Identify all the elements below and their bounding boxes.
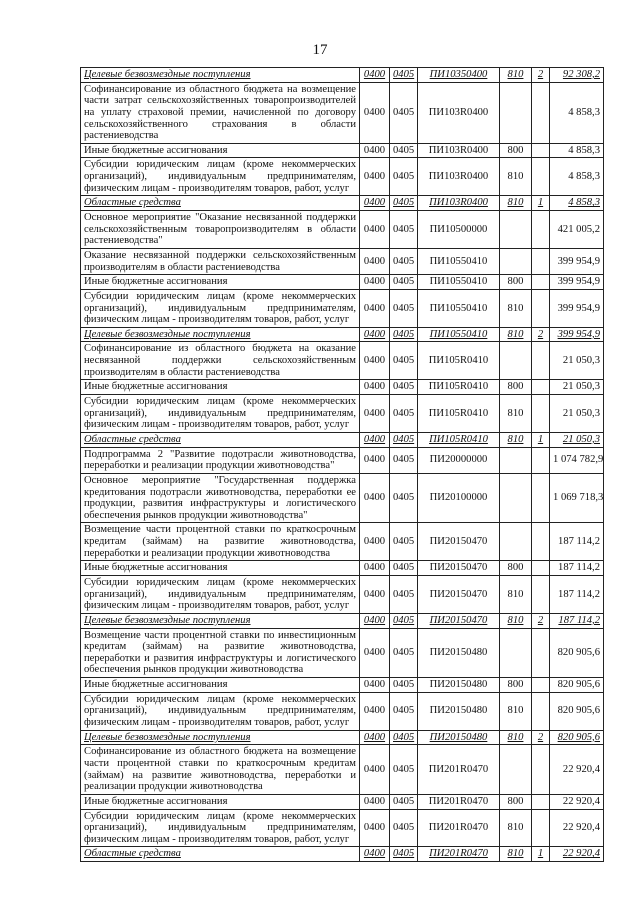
row-name: Субсидии юридическим лицам (кроме некоммерческих организаций), индивидуальным предпринимателям, физическим лицам - производителям товаров, работ, услуг [81,809,360,847]
target-article-code: ПИ20150470 [418,523,500,561]
expense-type-code: 810 [500,68,532,83]
funding-source-code [532,745,550,795]
target-article-code: ПИ20150480 [418,628,500,678]
subsection-code: 0405 [390,678,418,693]
target-article-code: ПИ105R0410 [418,380,500,395]
expense-type-code: 810 [500,730,532,745]
budget-table [80,67,604,862]
section-code: 0400 [360,82,390,143]
table-row [81,730,604,745]
expense-type-code [500,447,532,473]
section-code: 0400 [360,730,390,745]
section-code: 0400 [360,809,390,847]
expense-type-code: 810 [500,289,532,327]
amount: 187 114,2 [550,613,604,628]
funding-source-code [532,794,550,809]
expense-type-code: 810 [500,158,532,196]
section-code: 0400 [360,342,390,380]
section-code: 0400 [360,211,390,249]
row-name: Иные бюджетные ассигнования [81,678,360,693]
target-article-code: ПИ20150480 [418,730,500,745]
funding-source-code: 2 [532,730,550,745]
amount: 21 050,3 [550,380,604,395]
table-row [81,196,604,211]
expense-type-code: 810 [500,575,532,613]
row-name: Возмещение части процентной ставки по краткосрочным кредитам (займам) на развитие животноводства, переработки и реализации продукции животноводства [81,523,360,561]
expense-type-code: 800 [500,143,532,158]
section-code: 0400 [360,794,390,809]
row-name: Областные средства [81,432,360,447]
subsection-code: 0405 [390,561,418,576]
subsection-code: 0405 [390,82,418,143]
row-name: Иные бюджетные ассигнования [81,561,360,576]
section-code: 0400 [360,275,390,290]
table-row [81,561,604,576]
target-article-code: ПИ201R0470 [418,794,500,809]
funding-source-code: 2 [532,327,550,342]
target-article-code: ПИ20100000 [418,473,500,523]
table-row [81,447,604,473]
row-name: Субсидии юридическим лицам (кроме некоммерческих организаций), индивидуальным предпринимателям, физическим лицам - производителям товаров, работ, услуг [81,395,360,433]
amount: 4 858,3 [550,82,604,143]
table-row [81,432,604,447]
target-article-code: ПИ20150470 [418,561,500,576]
table-row [81,745,604,795]
expense-type-code: 810 [500,395,532,433]
target-article-code: ПИ20150480 [418,678,500,693]
section-code: 0400 [360,473,390,523]
subsection-code: 0405 [390,143,418,158]
section-code: 0400 [360,561,390,576]
funding-source-code [532,82,550,143]
row-name: Областные средства [81,847,360,862]
expense-type-code: 800 [500,380,532,395]
subsection-code: 0405 [390,575,418,613]
subsection-code: 0405 [390,211,418,249]
section-code: 0400 [360,327,390,342]
amount: 21 050,3 [550,342,604,380]
row-name: Целевые безвозмездные поступления [81,68,360,83]
amount: 187 114,2 [550,575,604,613]
amount: 399 954,9 [550,289,604,327]
row-name: Субсидии юридическим лицам (кроме некоммерческих организаций), индивидуальным предпринимателям, физическим лицам - производителям товаров, работ, услуг [81,289,360,327]
amount: 399 954,9 [550,248,604,274]
row-name: Софинансирование из областного бюджета на возмещение части процентной ставки по краткосрочным кредитам (займам) на развитие животноводства, переработки и реализации продукции животноводства [81,745,360,795]
section-code: 0400 [360,68,390,83]
section-code: 0400 [360,523,390,561]
amount: 22 920,4 [550,847,604,862]
amount: 820 905,6 [550,628,604,678]
expense-type-code: 810 [500,809,532,847]
amount: 22 920,4 [550,809,604,847]
target-article-code: ПИ10350400 [418,68,500,83]
funding-source-code: 1 [532,196,550,211]
amount: 187 114,2 [550,523,604,561]
row-name: Субсидии юридическим лицам (кроме некоммерческих организаций), индивидуальным предпринимателям, физическим лицам - производителям товаров, работ, услуг [81,692,360,730]
row-name: Областные средства [81,196,360,211]
target-article-code: ПИ105R0410 [418,395,500,433]
section-code: 0400 [360,143,390,158]
section-code: 0400 [360,395,390,433]
funding-source-code [532,575,550,613]
funding-source-code: 1 [532,847,550,862]
table-row [81,248,604,274]
expense-type-code: 810 [500,432,532,447]
row-name: Софинансирование из областного бюджета на оказание несвязанной поддержки сельскохозяйственным производителям в области растениеводства [81,342,360,380]
row-name: Субсидии юридическим лицам (кроме некоммерческих организаций), индивидуальным предпринимателям, физическим лицам - производителям товаров, работ, услуг [81,575,360,613]
section-code: 0400 [360,248,390,274]
subsection-code: 0405 [390,628,418,678]
subsection-code: 0405 [390,730,418,745]
amount: 22 920,4 [550,794,604,809]
amount: 22 920,4 [550,745,604,795]
expense-type-code: 810 [500,327,532,342]
amount: 21 050,3 [550,432,604,447]
table-row [81,613,604,628]
table-row [81,847,604,862]
subsection-code: 0405 [390,523,418,561]
section-code: 0400 [360,158,390,196]
funding-source-code [532,523,550,561]
expense-type-code: 800 [500,678,532,693]
subsection-code: 0405 [390,447,418,473]
subsection-code: 0405 [390,847,418,862]
subsection-code: 0405 [390,794,418,809]
amount: 4 858,3 [550,196,604,211]
amount: 4 858,3 [550,158,604,196]
funding-source-code [532,342,550,380]
target-article-code: ПИ10550410 [418,327,500,342]
row-name: Оказание несвязанной поддержки сельскохозяйственным производителям в области растениеводства [81,248,360,274]
funding-source-code [532,380,550,395]
table-row [81,68,604,83]
expense-type-code: 810 [500,847,532,862]
row-name: Возмещение части процентной ставки по инвестиционным кредитам (займам) на развитие животноводства, переработки и развития инфраструктуры и логистического обеспечения рынков продукции животноводства [81,628,360,678]
table-row [81,628,604,678]
subsection-code: 0405 [390,473,418,523]
subsection-code: 0405 [390,613,418,628]
target-article-code: ПИ201R0470 [418,745,500,795]
target-article-code: ПИ20000000 [418,447,500,473]
amount: 820 905,6 [550,678,604,693]
funding-source-code [532,447,550,473]
table-row [81,395,604,433]
expense-type-code: 800 [500,561,532,576]
amount: 187 114,2 [550,561,604,576]
table-row [81,327,604,342]
target-article-code: ПИ20150480 [418,692,500,730]
expense-type-code: 800 [500,794,532,809]
row-name: Иные бюджетные ассигнования [81,380,360,395]
expense-type-code [500,82,532,143]
funding-source-code [532,289,550,327]
target-article-code: ПИ20150470 [418,575,500,613]
target-article-code: ПИ201R0470 [418,809,500,847]
subsection-code: 0405 [390,692,418,730]
subsection-code: 0405 [390,327,418,342]
expense-type-code [500,211,532,249]
section-code: 0400 [360,447,390,473]
funding-source-code [532,158,550,196]
target-article-code: ПИ10550410 [418,275,500,290]
section-code: 0400 [360,692,390,730]
section-code: 0400 [360,196,390,211]
expense-type-code [500,473,532,523]
target-article-code: ПИ103R0400 [418,196,500,211]
funding-source-code: 1 [532,432,550,447]
funding-source-code [532,143,550,158]
amount: 21 050,3 [550,395,604,433]
table-row [81,473,604,523]
subsection-code: 0405 [390,68,418,83]
amount: 399 954,9 [550,327,604,342]
funding-source-code [532,473,550,523]
subsection-code: 0405 [390,275,418,290]
target-article-code: ПИ103R0400 [418,82,500,143]
funding-source-code: 2 [532,613,550,628]
table-row [81,523,604,561]
section-code: 0400 [360,432,390,447]
row-name: Основное мероприятие "Государственная поддержка кредитования подотрасли животноводства, переработки ее продукции, развития инфраструктуры и логистического обеспечения рынков продукции животноводства" [81,473,360,523]
budget-table-body [81,68,604,862]
funding-source-code [532,628,550,678]
subsection-code: 0405 [390,809,418,847]
section-code: 0400 [360,289,390,327]
amount: 820 905,6 [550,692,604,730]
row-name: Иные бюджетные ассигнования [81,275,360,290]
table-row [81,211,604,249]
subsection-code: 0405 [390,395,418,433]
target-article-code: ПИ10550410 [418,248,500,274]
funding-source-code [532,809,550,847]
subsection-code: 0405 [390,158,418,196]
subsection-code: 0405 [390,196,418,211]
expense-type-code [500,342,532,380]
table-row [81,342,604,380]
funding-source-code [532,248,550,274]
funding-source-code: 2 [532,68,550,83]
expense-type-code [500,628,532,678]
table-row [81,575,604,613]
row-name: Субсидии юридическим лицам (кроме некоммерческих организаций), индивидуальным предпринимателям, физическим лицам - производителям товаров, работ, услуг [81,158,360,196]
funding-source-code [532,692,550,730]
row-name: Основное мероприятие "Оказание несвязанной поддержки сельскохозяйственным товаропроизводителям в области растениеводства" [81,211,360,249]
amount: 92 308,2 [550,68,604,83]
subsection-code: 0405 [390,289,418,327]
amount: 1 074 782,9 [550,447,604,473]
table-row [81,678,604,693]
target-article-code: ПИ103R0400 [418,158,500,196]
section-code: 0400 [360,678,390,693]
funding-source-code [532,678,550,693]
row-name: Целевые безвозмездные поступления [81,613,360,628]
target-article-code: ПИ201R0470 [418,847,500,862]
subsection-code: 0405 [390,745,418,795]
expense-type-code: 810 [500,613,532,628]
section-code: 0400 [360,613,390,628]
target-article-code: ПИ10500000 [418,211,500,249]
expense-type-code: 810 [500,692,532,730]
row-name: Иные бюджетные ассигнования [81,143,360,158]
expense-type-code [500,745,532,795]
amount: 820 905,6 [550,730,604,745]
amount: 4 858,3 [550,143,604,158]
funding-source-code [532,561,550,576]
table-row [81,143,604,158]
section-code: 0400 [360,628,390,678]
expense-type-code [500,248,532,274]
table-row [81,158,604,196]
row-name: Софинансирование из областного бюджета на возмещение части затрат сельскохозяйственных товаропроизводителей на уплату страховой премии, начисленной по договору сельскохозяйственного страхования в области растениеводства [81,82,360,143]
amount: 421 005,2 [550,211,604,249]
row-name: Подпрограмма 2 "Развитие подотрасли животноводства, переработки и реализации продукции животноводства" [81,447,360,473]
amount: 399 954,9 [550,275,604,290]
section-code: 0400 [360,745,390,795]
expense-type-code: 800 [500,275,532,290]
table-row [81,380,604,395]
table-row [81,82,604,143]
amount: 1 069 718,3 [550,473,604,523]
table-row [81,692,604,730]
row-name: Иные бюджетные ассигнования [81,794,360,809]
table-row [81,275,604,290]
section-code: 0400 [360,847,390,862]
subsection-code: 0405 [390,342,418,380]
target-article-code: ПИ10550410 [418,289,500,327]
target-article-code: ПИ103R0400 [418,143,500,158]
subsection-code: 0405 [390,248,418,274]
funding-source-code [532,395,550,433]
target-article-code: ПИ105R0410 [418,432,500,447]
table-row [81,289,604,327]
funding-source-code [532,211,550,249]
table-row [81,809,604,847]
target-article-code: ПИ105R0410 [418,342,500,380]
expense-type-code: 810 [500,196,532,211]
section-code: 0400 [360,380,390,395]
row-name: Целевые безвозмездные поступления [81,730,360,745]
subsection-code: 0405 [390,380,418,395]
expense-type-code [500,523,532,561]
subsection-code: 0405 [390,432,418,447]
section-code: 0400 [360,575,390,613]
funding-source-code [532,275,550,290]
target-article-code: ПИ20150470 [418,613,500,628]
row-name: Целевые безвозмездные поступления [81,327,360,342]
page-number: 17 [312,42,328,58]
table-row [81,794,604,809]
